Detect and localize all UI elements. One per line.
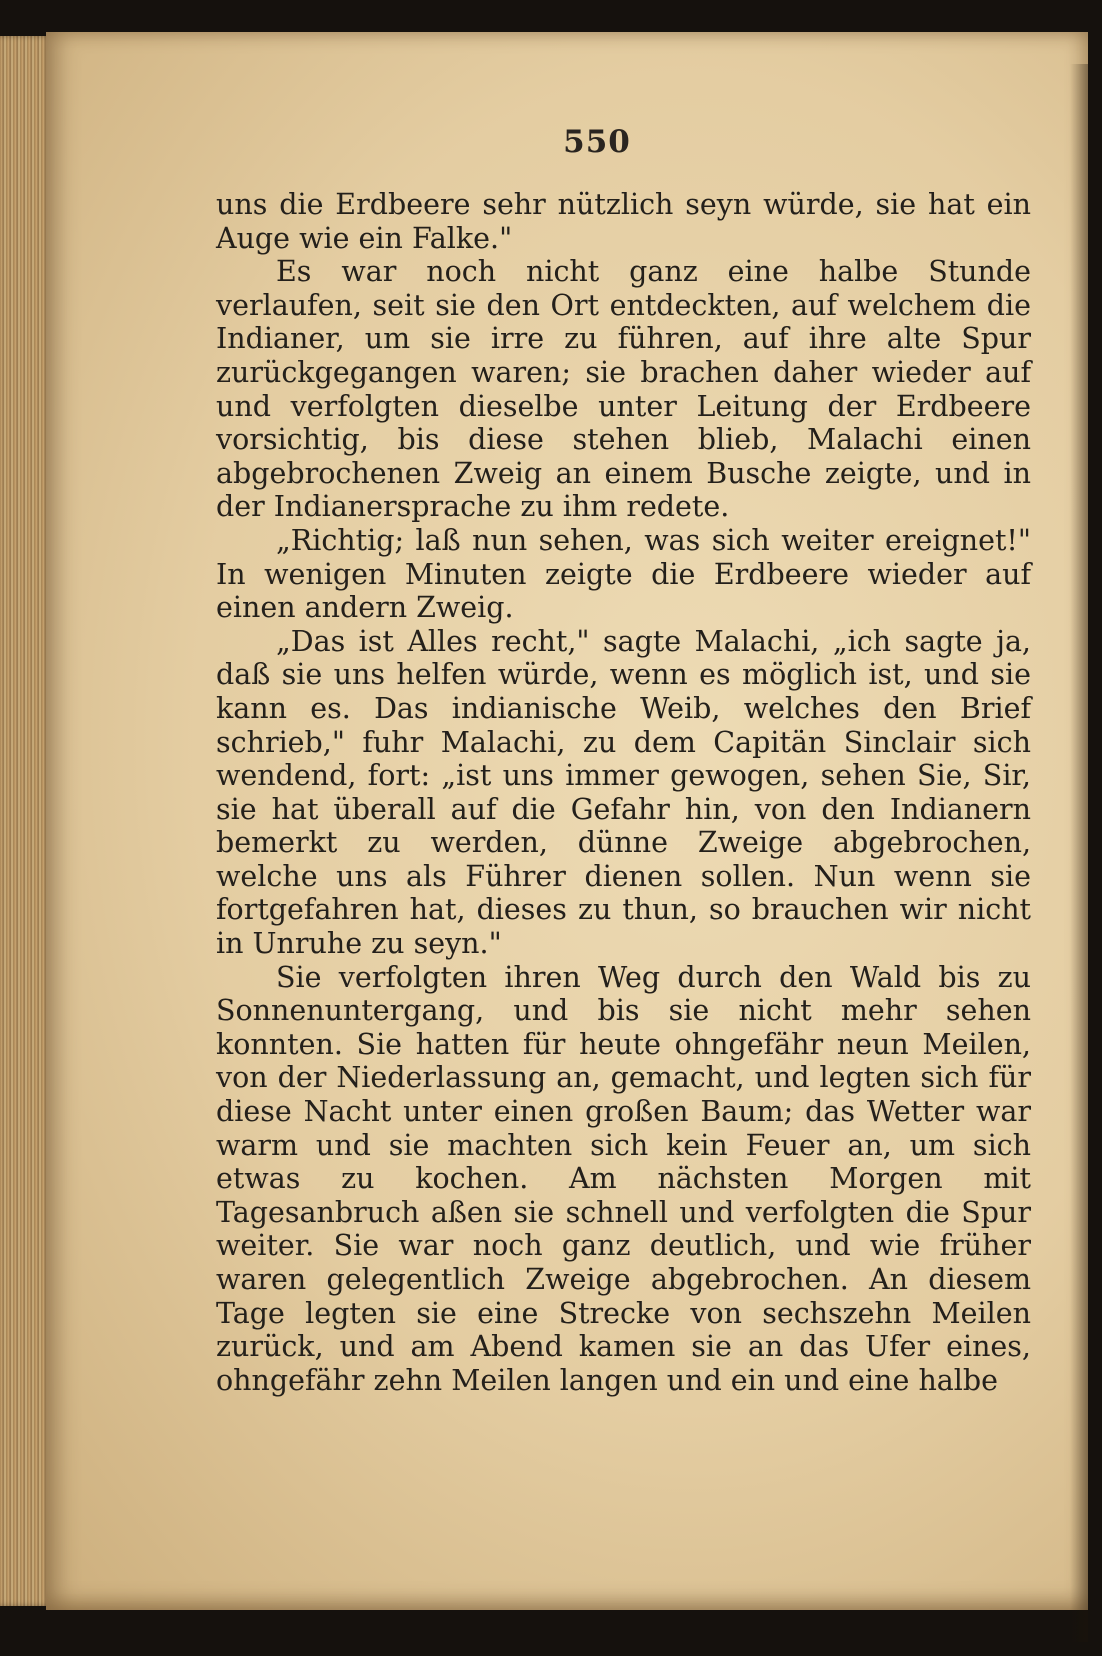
page-edge-stack xyxy=(0,36,52,1606)
fold-shadow xyxy=(1070,64,1088,1642)
paragraph-2: Es war noch nicht ganz eine halbe Stunde verlaufen, seit sie den Ort entdeckten, auf welchem die Indianer, um sie irre zu führen, auf ihre alte Spur zurückgegangen waren; sie brachen daher wieder auf und verfolgten dieselbe unter Leitung der Erdbeere vorsichtig, bis diese stehen blieb, Malachi einen abgebrochenen Zweig an einem Busche zeigte, und in der Indianersprache zu ihm redete. xyxy=(216,255,1031,524)
page-number: 550 xyxy=(563,124,631,160)
paragraph-1: uns die Erdbeere sehr nützlich seyn würde, sie hat ein Auge wie ein Falke." xyxy=(216,188,1031,255)
page-header xyxy=(46,124,1088,160)
body-text xyxy=(216,188,1031,1397)
book-page xyxy=(46,32,1088,1610)
paragraph-5: Sie verfolgten ihren Weg durch den Wald bis zu Sonnenuntergang, und bis sie nicht mehr sehen konnten. Sie hatten für heute ohngefähr neun Meilen, von der Niederlassung an, gemacht, und legten sich für diese Nacht unter einen großen Baum; das Wetter war warm und sie machten sich kein Feuer an, um sich etwas zu kochen. Am nächsten Morgen mit Tagesanbruch aßen sie schnell und verfolgten die Spur weiter. Sie war noch ganz deutlich, und wie früher waren gelegentlich Zweige abgebrochen. An diesem Tage legten sie eine Strecke von sechszehn Meilen zurück, und am Abend kamen sie an das Ufer eines, ohngefähr zehn Meilen langen und ein und eine halbe xyxy=(216,960,1031,1397)
paragraph-4: „Das ist Alles recht," sagte Malachi, „ich sagte ja, daß sie uns helfen würde, wenn es möglich ist, und sie kann es. Das indianische Weib, welches den Brief schrieb," fuhr Malachi, zu dem Capitän Sinclair sich wendend, fort: „ist uns immer gewogen, sehen Sie, Sir, sie hat überall auf die Gefahr hin, von den Indianern bemerkt zu werden, dünne Zweige abgebrochen, welche uns als Führer dienen sollen. Nun wenn sie fortgefahren hat, dieses zu thun, so brauchen wir nicht in Unruhe zu seyn." xyxy=(216,624,1031,961)
paragraph-3: „Richtig; laß nun sehen, was sich weiter ereignet!" In wenigen Minuten zeigte die Erdbeere wieder auf einen andern Zweig. xyxy=(216,523,1031,625)
